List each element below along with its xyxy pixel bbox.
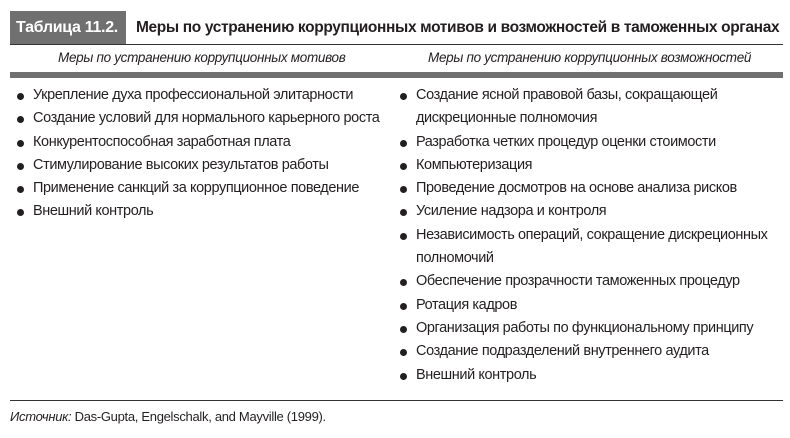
source-citation: Das-Gupta, Engelschalk, and Mayville (1999).: [71, 409, 326, 424]
list-item: Создание подразделений внутреннего аудита: [397, 340, 777, 363]
list-item: Создание условий для нормального карьерного роста: [14, 107, 384, 130]
bullet-icon: [400, 163, 407, 170]
list-item: Конкурентоспособная заработная плата: [14, 131, 384, 154]
list-item: Обеспечение прозрачности таможенных процедур: [397, 270, 777, 293]
bullet-icon: [400, 186, 407, 193]
bullet-icon: [400, 303, 407, 310]
list-item: Проведение досмотров на основе анализа рисков: [397, 177, 777, 200]
bullet-icon: [17, 116, 24, 123]
column-header-opportunities: Меры по устранению коррупционных возможностей: [428, 50, 752, 65]
bottom-rule-divider: [10, 400, 783, 401]
list-item: Усиление надзора и контроля: [397, 200, 777, 223]
list-item: Внешний контроль: [14, 200, 384, 223]
bullet-icon: [400, 233, 407, 240]
opportunities-list: [397, 84, 777, 387]
bullet-icon: [400, 140, 407, 147]
top-rule-divider: [10, 44, 783, 45]
list-item: Создание ясной правовой базы, сокращающей дискреционные полномочия: [397, 84, 777, 131]
column-header-motives: Меры по устранению коррупционных мотивов: [58, 50, 346, 65]
list-item: Компьютеризация: [397, 154, 777, 177]
bullet-icon: [17, 209, 24, 216]
bullet-icon: [400, 326, 407, 333]
list-item: Внешний контроль: [397, 364, 777, 387]
bullet-icon: [17, 186, 24, 193]
list-item: Укрепление духа профессиональной элитарности: [14, 84, 384, 107]
list-item: Стимулирование высоких результатов работы: [14, 154, 384, 177]
bullet-icon: [400, 279, 407, 286]
source-label: Источник:: [10, 409, 72, 424]
list-item: Применение санкций за коррупционное поведение: [14, 177, 384, 200]
source-note: [10, 409, 326, 424]
bullet-icon: [17, 93, 24, 100]
table-caption: [10, 11, 783, 44]
motives-list: [14, 84, 384, 224]
bullet-icon: [17, 140, 24, 147]
header-thick-divider: [10, 72, 783, 78]
list-item: Независимость операций, сокращение дискреционных полномочий: [397, 224, 777, 271]
bullet-icon: [400, 93, 407, 100]
bullet-icon: [400, 349, 407, 356]
list-item: Разработка четких процедур оценки стоимости: [397, 131, 777, 154]
bullet-icon: [400, 373, 407, 380]
table-title: Меры по устранению коррупционных мотивов и возможностей в таможенных органах: [135, 18, 780, 36]
list-item: Ротация кадров: [397, 294, 777, 317]
table-number-label: Таблица 11.2.: [10, 11, 126, 44]
list-item: Организация работы по функциональному принципу: [397, 317, 777, 340]
bullet-icon: [17, 163, 24, 170]
bullet-icon: [400, 209, 407, 216]
